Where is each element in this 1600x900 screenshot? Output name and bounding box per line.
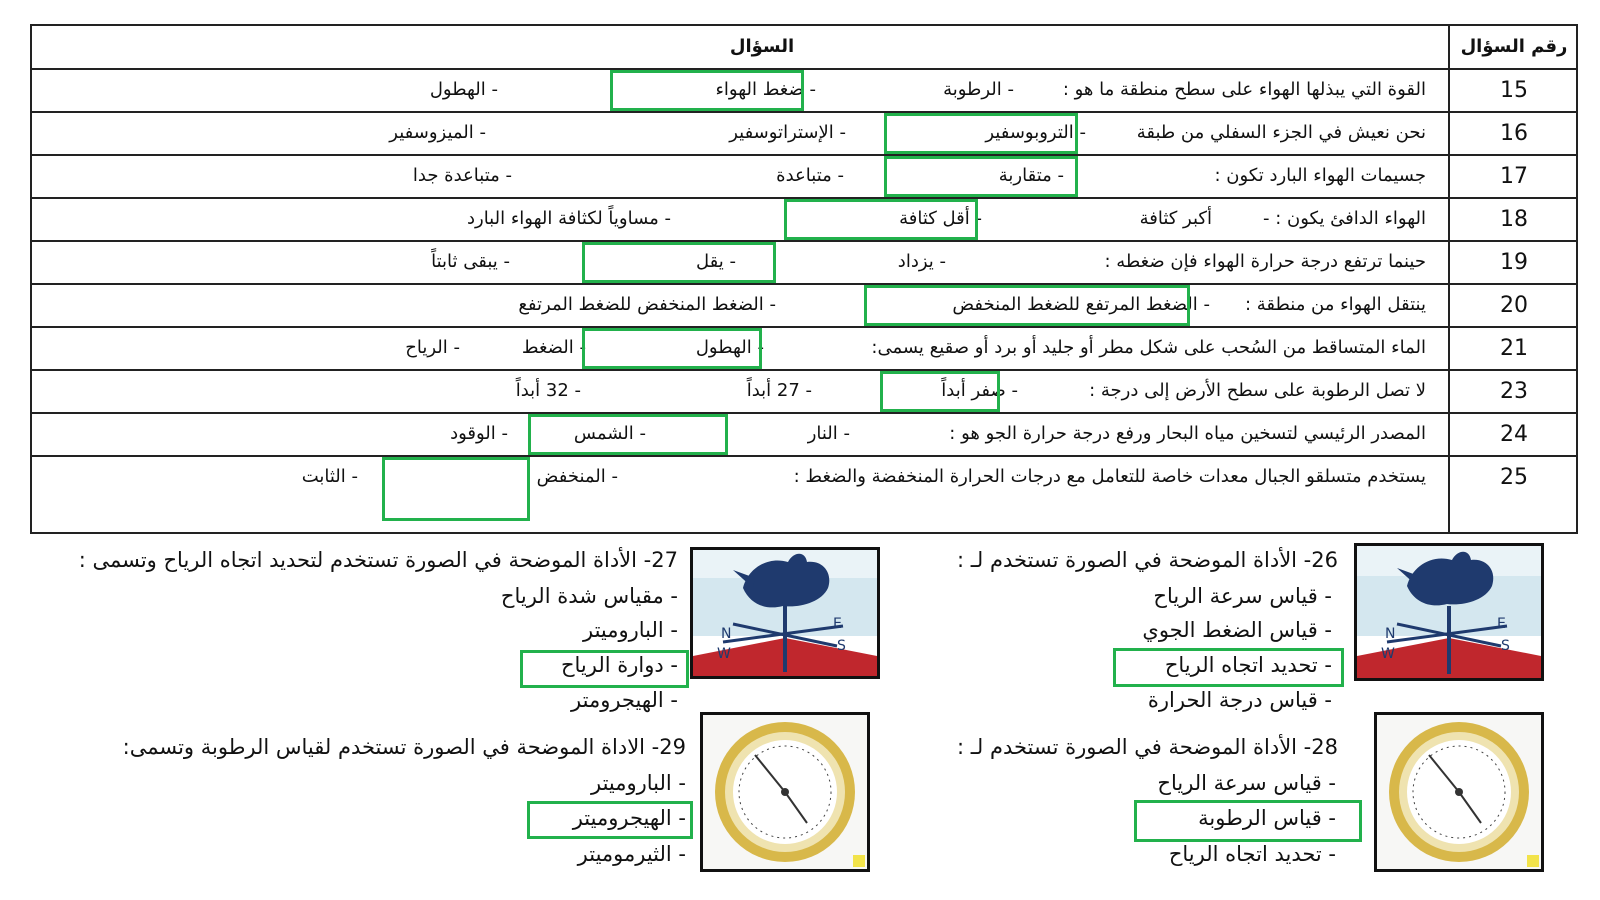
header-question: السؤال [729, 36, 795, 57]
hygrometer-image [700, 712, 870, 872]
hygrometer-image [1374, 712, 1544, 872]
q29-option-correct: - الهيجروميتر [572, 806, 686, 830]
correct-answer-highlight [1134, 800, 1362, 842]
option-correct: - المنخفض [536, 466, 618, 487]
question-text: ينتقل الهواء من منطقة : [1244, 294, 1426, 315]
option: - الوقود [450, 423, 508, 444]
option-correct: - أقل كثافة [899, 208, 982, 229]
option-correct: - الهطول [695, 337, 764, 358]
q29-option: - الثيرموميتر [577, 842, 686, 866]
option: - الثابت [301, 466, 358, 487]
question-text: يستخدم متسلقو الجبال معدات خاصة للتعامل مع درجات الحرارة المنخفضة والضغط : [793, 466, 1426, 487]
correct-answer-highlight [520, 650, 689, 688]
table-row [32, 242, 1576, 285]
correct-answer-highlight [784, 199, 978, 240]
table-row [32, 328, 1576, 371]
question-number: 23 [1500, 379, 1528, 404]
question-number: 21 [1500, 336, 1528, 361]
weathervane-image [690, 547, 880, 679]
option: - يبقى ثابتاً [431, 251, 510, 272]
question-text: المصدر الرئيسي لتسخين مياه البحار ورفع درجة حرارة الجو هو : [949, 423, 1426, 444]
q27-option-correct: - دوارة الرياح [560, 653, 678, 677]
compass-letter: E [833, 616, 842, 632]
q27-option: - مقياس شدة الرياح [500, 584, 678, 608]
option: - الضغط المنخفض للضغط المرتفع [518, 294, 776, 315]
table-row [32, 457, 1576, 534]
option-correct: - الضغط المرتفع للضغط المنخفض [952, 294, 1210, 315]
q26-title: 26- الأداة الموضحة في الصورة تستخدم لـ : [956, 548, 1338, 572]
compass-letter: S [837, 638, 846, 654]
compass-letter: W [717, 646, 731, 662]
option: - الضغط [521, 337, 586, 358]
question-number: 20 [1500, 293, 1528, 318]
weathervane-icon [1357, 546, 1541, 678]
question-number: 17 [1500, 164, 1528, 189]
q27-option: - الباروميتر [582, 618, 678, 642]
q26-option-correct: - تحديد اتجاه الرياح [1164, 653, 1332, 677]
correct-answer-highlight [864, 285, 1190, 326]
hygrometer-icon [703, 715, 867, 869]
hygrometer-icon [1377, 715, 1541, 869]
correct-answer-highlight [527, 801, 693, 839]
table-row [32, 285, 1576, 328]
header-number: رقم السؤال [1460, 36, 1568, 57]
table-row [32, 371, 1576, 414]
option-correct: - ضغط الهواء [715, 79, 816, 100]
q28-option: - تحديد اتجاه الرياح [1168, 842, 1336, 866]
q26-option: - قياس درجة الحرارة [1147, 688, 1332, 712]
option: - الميزوسفير [389, 122, 486, 143]
option: - 27 أبداً [746, 380, 812, 401]
question-number: 18 [1500, 207, 1528, 232]
option: - الهطول [429, 79, 498, 100]
correct-answer-highlight [1113, 648, 1344, 687]
question-text: الماء المتساقط من السُحب على شكل مطر أو جليد أو برد أو صقيع يسمى: [871, 337, 1426, 358]
table-header [32, 26, 1576, 70]
question-text: لا تصل الرطوبة على سطح الأرض إلى درجة : [1089, 380, 1426, 401]
q27-option: - الهيجرومتر [571, 688, 678, 712]
option-correct: - متقاربة [998, 165, 1064, 186]
question-number: 24 [1500, 422, 1528, 447]
q28-option-correct: - قياس الرطوبة [1198, 806, 1336, 830]
correct-answer-highlight [382, 457, 530, 521]
question-number: 15 [1500, 78, 1528, 103]
question-number: 16 [1500, 121, 1528, 146]
weathervane-icon [693, 550, 877, 676]
option-correct: - صفر أبداً [941, 380, 1018, 401]
option-correct: - التروبوسفير [985, 122, 1086, 143]
table-row [32, 70, 1576, 113]
option: - مساوياً لكثافة الهواء البارد [466, 208, 671, 229]
option: - 32 أبداً [515, 380, 581, 401]
correct-answer-highlight [884, 156, 1078, 197]
option: أكبر كثافة [1139, 208, 1212, 229]
compass-letter: E [1497, 616, 1506, 632]
option: - الرطوبة [943, 79, 1014, 100]
correct-answer-highlight [582, 242, 776, 283]
option: - النار [807, 423, 850, 444]
question-number: 19 [1500, 250, 1528, 275]
compass-letter: N [1385, 626, 1396, 642]
option: - يزداد [897, 251, 946, 272]
q26-option: - قياس سرعة الرياح [1153, 584, 1332, 608]
compass-letter: S [1501, 638, 1510, 654]
table-row [32, 199, 1576, 242]
weathervane-image [1354, 543, 1544, 681]
question-text: الهواء الدافئ يكون : - [1262, 208, 1426, 229]
correct-answer-highlight [610, 70, 804, 111]
table-row [32, 113, 1576, 156]
q27-title: 27- الأداة الموضحة في الصورة تستخدم لتحديد اتجاه الرياح وتسمى : [78, 548, 678, 572]
correct-answer-highlight [528, 414, 728, 455]
question-number: 25 [1500, 465, 1528, 490]
table-row [32, 156, 1576, 199]
q29-option: - الباروميتر [590, 771, 686, 795]
question-text: نحن نعيش في الجزء السفلي من طبقة [1136, 122, 1426, 143]
question-text: القوة التي يبذلها الهواء على سطح منطقة ما هو : [1062, 79, 1426, 100]
correct-answer-highlight [884, 113, 1078, 154]
question-text: حينما ترتفع درجة حرارة الهواء فإن ضغطه : [1104, 251, 1426, 272]
correct-answer-highlight [582, 328, 762, 369]
compass-letter: W [1381, 646, 1395, 662]
q26-option: - قياس الضغط الجوي [1142, 618, 1332, 642]
option: - الرياح [405, 337, 460, 358]
q28-option: - قياس سرعة الرياح [1157, 771, 1336, 795]
option: - متباعدة [776, 165, 844, 186]
compass-letter: N [721, 626, 732, 642]
option: - متباعدة جدا [412, 165, 512, 186]
questions-table [30, 24, 1578, 534]
question-text: جسيمات الهواء البارد تكون : [1214, 165, 1426, 186]
option-correct: - الشمس [573, 423, 646, 444]
q28-title: 28- الأداة الموضحة في الصورة تستخدم لـ : [956, 735, 1338, 759]
table-row [32, 414, 1576, 457]
q29-title: 29- الاداة الموضحة في الصورة تستخدم لقياس الرطوبة وتسمى: [122, 735, 686, 759]
correct-answer-highlight [880, 371, 1000, 412]
option-correct: - يقل [696, 251, 736, 272]
option: - الإستراتوسفير [729, 122, 846, 143]
